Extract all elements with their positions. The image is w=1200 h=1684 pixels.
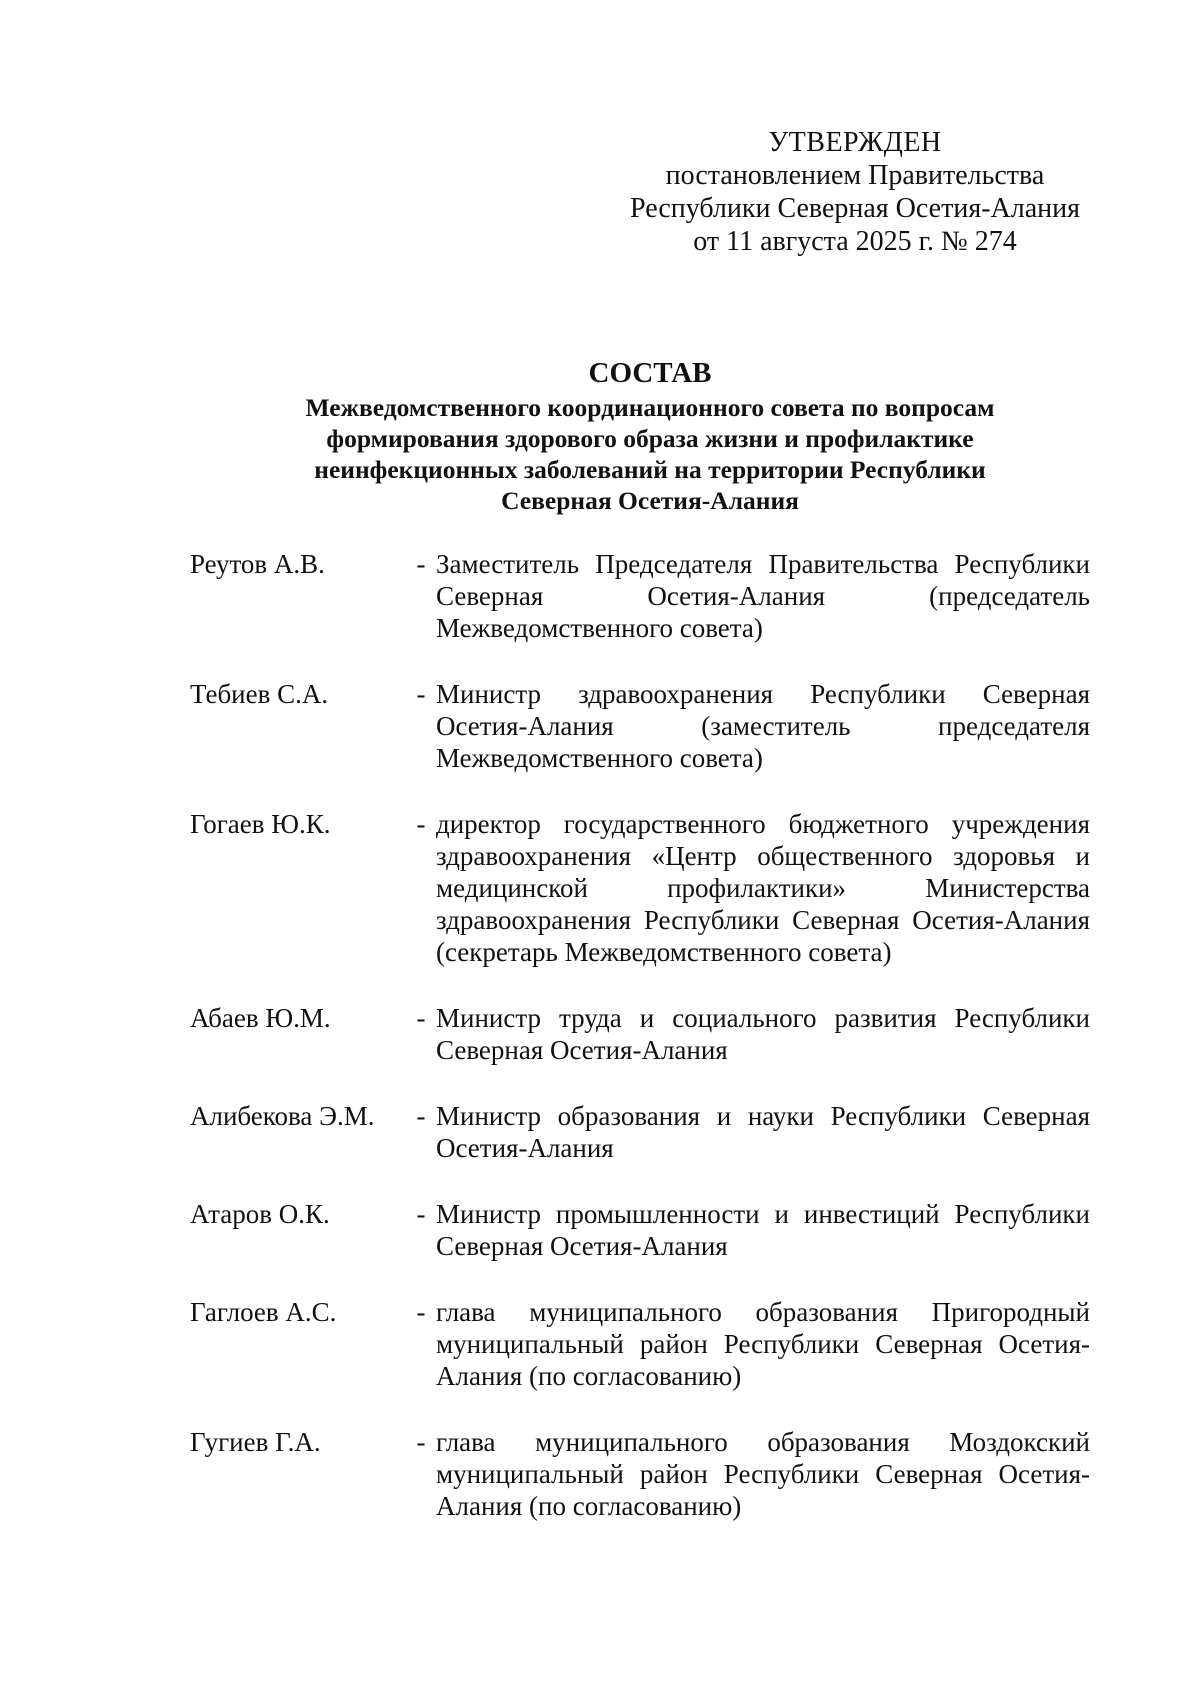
document-subtitle-line-1: Межведомственного координационного совета по вопросам <box>305 393 995 422</box>
member-row <box>190 1426 1090 1522</box>
member-row <box>190 678 1090 774</box>
member-dash: - <box>416 1101 426 1131</box>
member-role: Заместитель Председателя Правительства Республики Северная Осетия-Алания (председатель Межведомственного совета) <box>436 549 1090 643</box>
member-name: Абаев Ю.М. <box>190 1003 331 1033</box>
document-subtitle-line-4: Северная Осетия-Алания <box>501 486 799 515</box>
approval-line-1: постановлением Правительства <box>665 160 1045 191</box>
member-name: Гогаев Ю.К. <box>190 809 331 839</box>
member-dash: - <box>416 809 426 839</box>
member-name: Реутов А.В. <box>190 549 325 579</box>
member-role: глава муниципального образования Моздокский муниципальный район Республики Северная Осетия-Алания (по согласованию) <box>436 1427 1090 1521</box>
member-row <box>190 1296 1090 1392</box>
member-role: Министр промышленности и инвестиций Республики Северная Осетия-Алания <box>436 1199 1090 1261</box>
member-role: директор государственного бюджетного учреждения здравоохранения «Центр общественного здоровья и медицинской профилактики» Министерства здравоохранения Республики Северная Осетия-Алания (секретарь Межведомственного совета) <box>436 809 1090 967</box>
member-row <box>190 1198 1090 1262</box>
approved-label: УТВЕРЖДЕН <box>768 127 942 158</box>
member-name: Атаров О.К. <box>190 1199 330 1229</box>
member-row <box>190 808 1090 968</box>
document-subtitle-line-2: формирования здорового образа жизни и профилактике <box>326 424 974 453</box>
member-name: Тебиев С.А. <box>190 679 329 709</box>
member-dash: - <box>416 679 426 709</box>
approval-stamp <box>620 126 1090 258</box>
member-dash: - <box>416 1003 426 1033</box>
member-row <box>190 548 1090 644</box>
member-name: Гугиев Г.А. <box>190 1427 321 1457</box>
approval-line-2: Республики Северная Осетия-Алания <box>630 193 1080 224</box>
member-dash: - <box>416 1427 426 1457</box>
member-dash: - <box>416 1297 426 1327</box>
member-role: глава муниципального образования Пригородный муниципальный район Республики Северная Осетия-Алания (по согласованию) <box>436 1297 1090 1391</box>
document-subtitle-line-3: неинфекционных заболеваний на территории Республики <box>314 455 986 484</box>
member-row <box>190 1002 1090 1066</box>
member-role: Министр труда и социального развития Республики Северная Осетия-Алания <box>436 1003 1090 1065</box>
members-list <box>190 548 1090 1522</box>
member-dash: - <box>416 549 426 579</box>
member-name: Гаглоев А.С. <box>190 1297 337 1327</box>
member-dash: - <box>416 1199 426 1229</box>
member-role: Министр образования и науки Республики Северная Осетия-Алания <box>436 1101 1090 1163</box>
document-title: СОСТАВ <box>588 357 712 389</box>
member-name: Алибекова Э.М. <box>190 1101 375 1131</box>
document-title-block <box>180 356 1120 516</box>
member-row <box>190 1100 1090 1164</box>
approval-line-3: от 11 августа 2025 г. № 274 <box>693 226 1017 257</box>
member-role: Министр здравоохранения Республики Северная Осетия-Алания (заместитель председателя Межведомственного совета) <box>436 679 1090 773</box>
